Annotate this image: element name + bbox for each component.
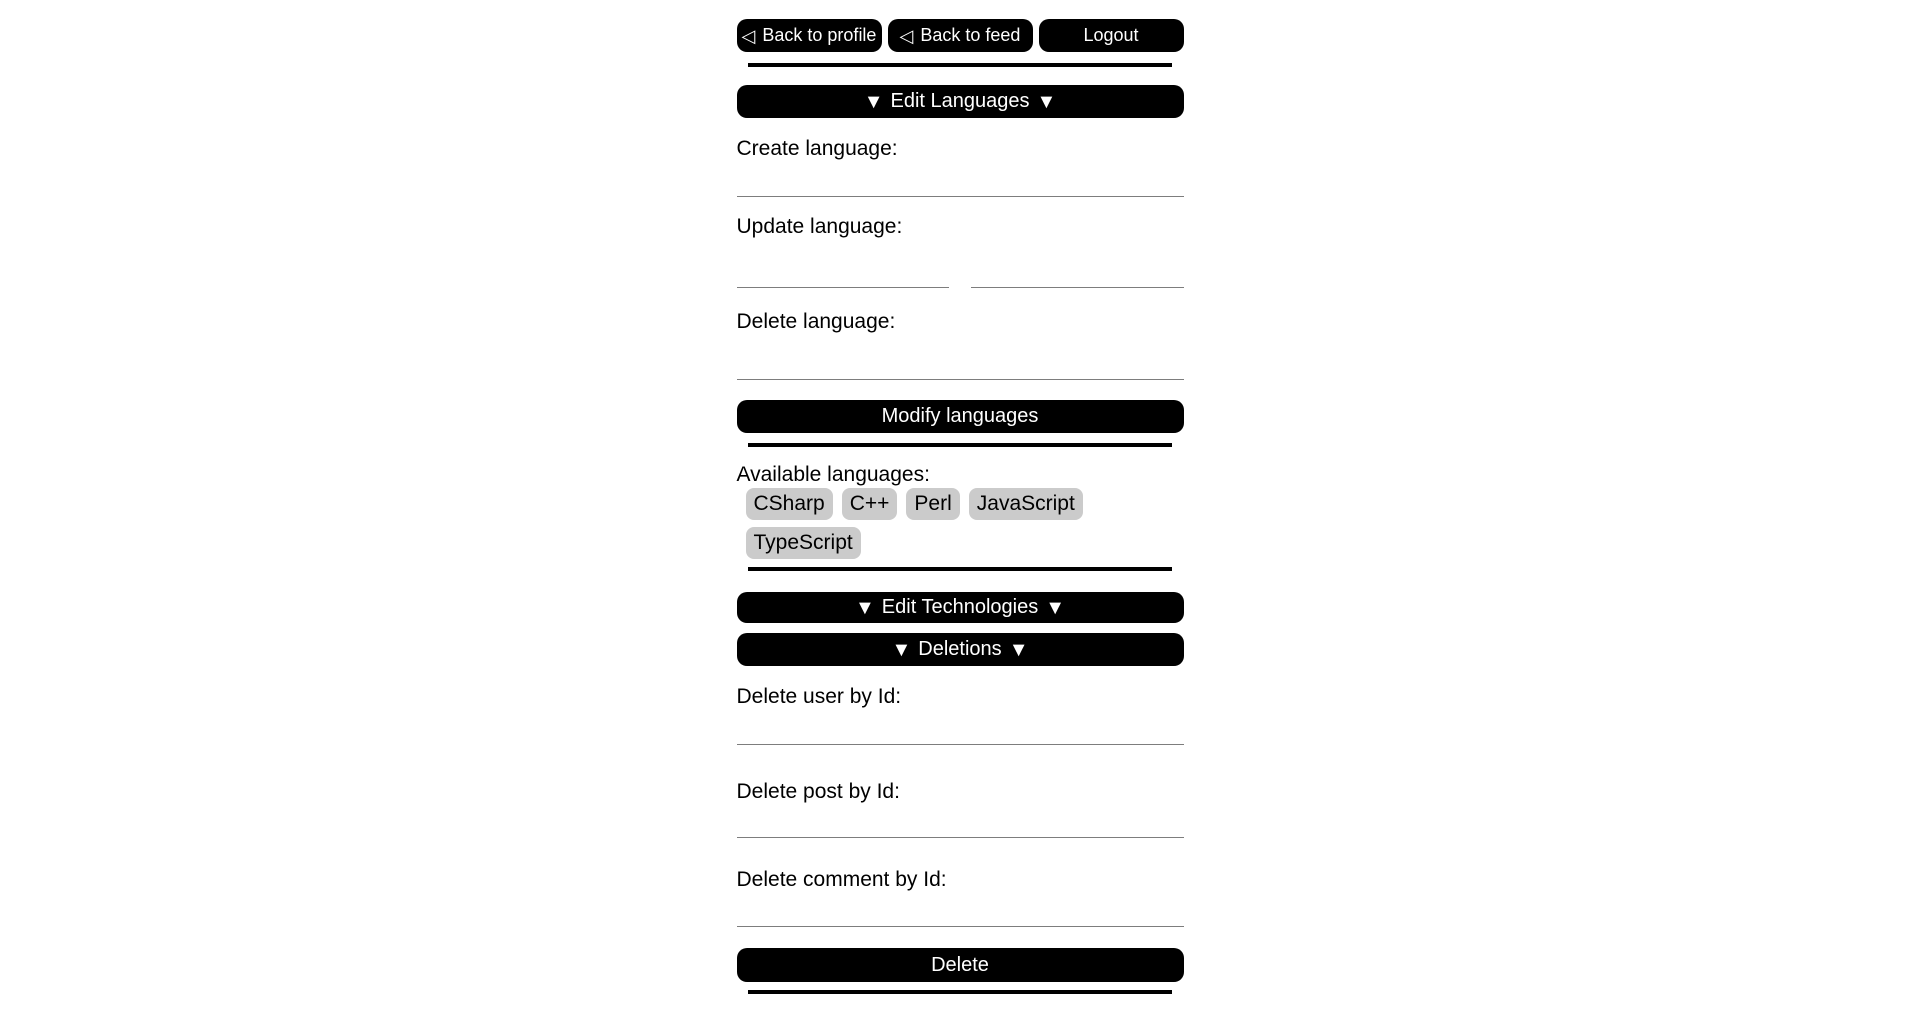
back-to-feed-button[interactable] xyxy=(888,19,1033,52)
update-language-label: Update language: xyxy=(736,215,903,238)
section-divider xyxy=(748,567,1172,571)
admin-panel xyxy=(737,19,1184,994)
create-language-input[interactable] xyxy=(737,161,1184,197)
top-button-row xyxy=(737,19,1184,52)
chevron-down-icon: ▼ xyxy=(891,638,912,661)
chevron-down-icon: ▼ xyxy=(863,90,884,113)
delete-post-input[interactable] xyxy=(737,804,1184,838)
delete-language-label: Delete language: xyxy=(736,310,896,333)
language-pill: C++ xyxy=(842,488,898,520)
deletions-label: Deletions xyxy=(918,638,1002,660)
modify-languages-label: Modify languages xyxy=(881,405,1039,427)
delete-submit-button[interactable] xyxy=(737,948,1184,982)
back-triangle-icon: ◁ xyxy=(741,25,756,46)
delete-post-label: Delete post by Id: xyxy=(736,780,900,803)
delete-user-input[interactable] xyxy=(737,709,1184,745)
language-pill: TypeScript xyxy=(746,527,861,559)
delete-comment-input[interactable] xyxy=(737,892,1184,927)
logout-button[interactable] xyxy=(1039,19,1184,52)
delete-language-input[interactable] xyxy=(737,334,1184,380)
delete-submit-label: Delete xyxy=(931,953,989,976)
section-divider xyxy=(748,443,1172,447)
back-triangle-icon: ◁ xyxy=(899,25,914,46)
section-divider xyxy=(748,63,1172,67)
edit-languages-toggle[interactable] xyxy=(737,85,1184,118)
edit-technologies-toggle[interactable] xyxy=(737,592,1184,623)
chevron-down-icon: ▼ xyxy=(1036,90,1057,113)
back-to-profile-label: Back to profile xyxy=(762,25,877,45)
chevron-down-icon: ▼ xyxy=(1045,596,1065,619)
available-languages-label: Available languages: xyxy=(736,463,930,486)
delete-comment-label: Delete comment by Id: xyxy=(736,868,947,891)
language-pill: Perl xyxy=(906,488,959,520)
back-to-profile-button[interactable] xyxy=(737,19,882,52)
language-pill: JavaScript xyxy=(969,488,1083,520)
modify-languages-button[interactable] xyxy=(737,400,1184,433)
create-language-label: Create language: xyxy=(736,137,898,160)
update-language-new-input[interactable] xyxy=(971,239,1184,288)
section-divider xyxy=(748,990,1172,994)
chevron-down-icon: ▼ xyxy=(1008,638,1029,661)
update-language-old-input[interactable] xyxy=(737,239,950,288)
edit-languages-label: Edit Languages xyxy=(890,90,1030,112)
edit-technologies-label: Edit Technologies xyxy=(881,596,1039,618)
chevron-down-icon: ▼ xyxy=(855,596,875,619)
logout-label: Logout xyxy=(1083,25,1139,45)
back-to-feed-label: Back to feed xyxy=(920,25,1021,45)
available-languages-list xyxy=(737,488,1184,559)
update-language-fields xyxy=(737,239,1184,288)
delete-user-label: Delete user by Id: xyxy=(736,685,902,708)
language-pill: CSharp xyxy=(746,488,833,520)
deletions-toggle[interactable] xyxy=(737,633,1184,666)
